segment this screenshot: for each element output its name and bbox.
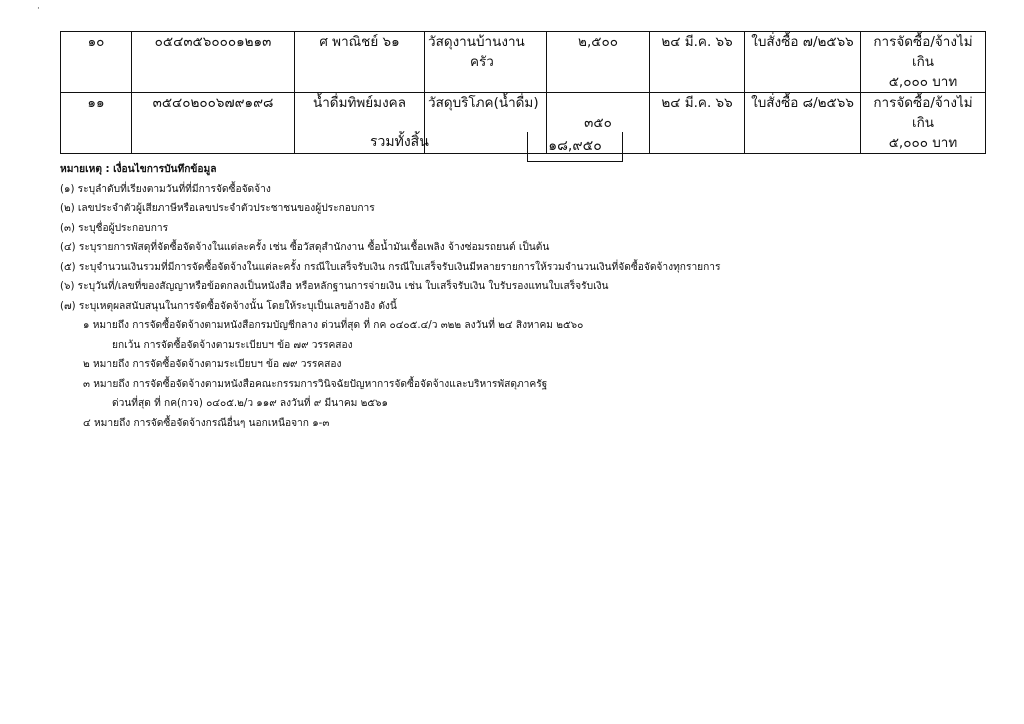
note-subitem: ยกเว้น การจัดซื้อจัดจ้างตามระเบียบฯ ข้อ ๗๙ วรรคสอง bbox=[112, 339, 353, 351]
cell-date: ๒๔ มี.ค. ๖๖ bbox=[650, 32, 745, 93]
total-value: ๑๘,๙๕๐ bbox=[527, 132, 623, 162]
note-item: (๑) ระบุลำดับที่เรียงตามวันที่ที่มีการจัดซื้อจัดจ้าง bbox=[60, 183, 271, 195]
notes-section bbox=[60, 160, 721, 433]
cell-number: ๑๑ bbox=[61, 93, 132, 154]
cell-reason-line: ๕,๐๐๐ บาท bbox=[888, 135, 958, 151]
notes-heading: หมายเหตุ : เงื่อนไขการบันทึกข้อมูล bbox=[60, 164, 217, 175]
cell-document: ใบสั่งซื้อ ๘/๒๕๖๖ bbox=[745, 93, 861, 154]
cell-date: ๒๔ มี.ค. ๖๖ bbox=[650, 93, 745, 154]
cell-amount: ๒,๕๐๐ bbox=[547, 32, 650, 93]
note-item: (๗) ระบุเหตุผลสนับสนุนในการจัดซื้อจัดจ้างนั้น โดยให้ระบุเป็นเลขอ้างอิง ดังนี้ bbox=[60, 300, 397, 312]
note-item: (๒) เลขประจำตัวผู้เสียภาษีหรือเลขประจำตัวประชาชนของผู้ประกอบการ bbox=[60, 203, 375, 214]
note-subitem: ๔ หมายถึง การจัดซื้อจัดจ้างกรณีอื่นๆ นอกเหนือจาก ๑-๓ bbox=[83, 417, 330, 429]
note-item: (๖) ระบุวันที่/เลขที่ของสัญญาหรือข้อตกลงเป็นหนังสือ หรือหลักฐานการจ่ายเงิน เช่น ใบเสร็จรับเงิน ใบรับรองแทนใบเสร็จรับเงิน bbox=[60, 281, 609, 292]
cell-vendor: น้ำดื่มทิพย์มงคล bbox=[295, 93, 425, 154]
note-subitem: ๑ หมายถึง การจัดซื้อจัดจ้างตามหนังสือกรมบัญชีกลาง ด่วนที่สุด ที่ กค ๐๔๐๕.๔/ว ๓๒๒ ลงวันที่ ๒๔ สิงหาคม ๒๕๖๐ bbox=[83, 320, 584, 331]
cell-reason-line: การจัดซื้อ/จ้างไม่เกิน bbox=[873, 34, 973, 70]
note-item: (๔) ระบุรายการพัสดุที่จัดซื้อจัดจ้างในแต่ละครั้ง เช่น ซื้อวัสดุสำนักงาน ซื้อน้ำมันเชื้อเพลิง จ้างซ่อมรถยนต์ เป็นต้น bbox=[60, 242, 550, 253]
cell-amount: ๓๕๐ bbox=[547, 93, 650, 154]
note-subitem: ๓ หมายถึง การจัดซื้อจัดจ้างตามหนังสือคณะกรรมการวินิจฉัยปัญหาการจัดซื้อจัดจ้างและบริหารพัสดุภาครัฐ bbox=[83, 378, 548, 390]
cell-item bbox=[425, 32, 547, 93]
scan-mark: · bbox=[37, 4, 40, 14]
table-row bbox=[61, 32, 986, 93]
note-subitem: ๒ หมายถึง การจัดซื้อจัดจ้างตามระเบียบฯ ข้อ ๗๙ วรรคสอง bbox=[83, 359, 342, 370]
cell-item-line: วัสดุงานบ้านงาน bbox=[428, 34, 525, 50]
cell-document: ใบสั่งซื้อ ๗/๒๕๖๖ bbox=[745, 32, 861, 93]
cell-reason bbox=[861, 93, 986, 154]
cell-tax-id: ๓๕๔๐๒๐๐๖๗๙๑๙๘ bbox=[132, 93, 295, 154]
cell-number: ๑๐ bbox=[61, 32, 132, 93]
cell-reason-line: การจัดซื้อ/จ้างไม่เกิน bbox=[873, 95, 973, 131]
cell-vendor: ศ พาณิชย์ ๖๑ bbox=[295, 32, 425, 93]
cell-reason bbox=[861, 32, 986, 93]
note-item: (๓) ระบุชื่อผู้ประกอบการ bbox=[60, 222, 169, 234]
cell-reason-line: ๕,๐๐๐ บาท bbox=[888, 74, 958, 90]
note-subitem: ด่วนที่สุด ที่ กค(กวจ) ๐๔๐๕.๒/ว ๑๑๙ ลงวันที่ ๙ มีนาคม ๒๕๖๑ bbox=[112, 398, 388, 409]
cell-item-line: ครัว bbox=[470, 54, 494, 70]
table-row bbox=[61, 93, 986, 154]
cell-tax-id: ๐๕๔๓๕๖๐๐๐๑๒๑๓ bbox=[132, 32, 295, 93]
procurement-table bbox=[60, 31, 986, 154]
note-item: (๕) ระบุจำนวนเงินรวมที่มีการจัดซื้อจัดจ้างในแต่ละครั้ง กรณีใบเสร็จรับเงิน กรณีใบเสร็จรับเงินมีหลายรายการให้รวมจำนวนเงินที่จัดซื้อจัดจ้างทุกรายการ bbox=[60, 261, 721, 273]
cell-item-line: วัสดุบริโภค(น้ำดื่ม) bbox=[428, 95, 539, 111]
total-label: รวมทั้งสิ้น bbox=[370, 134, 429, 150]
